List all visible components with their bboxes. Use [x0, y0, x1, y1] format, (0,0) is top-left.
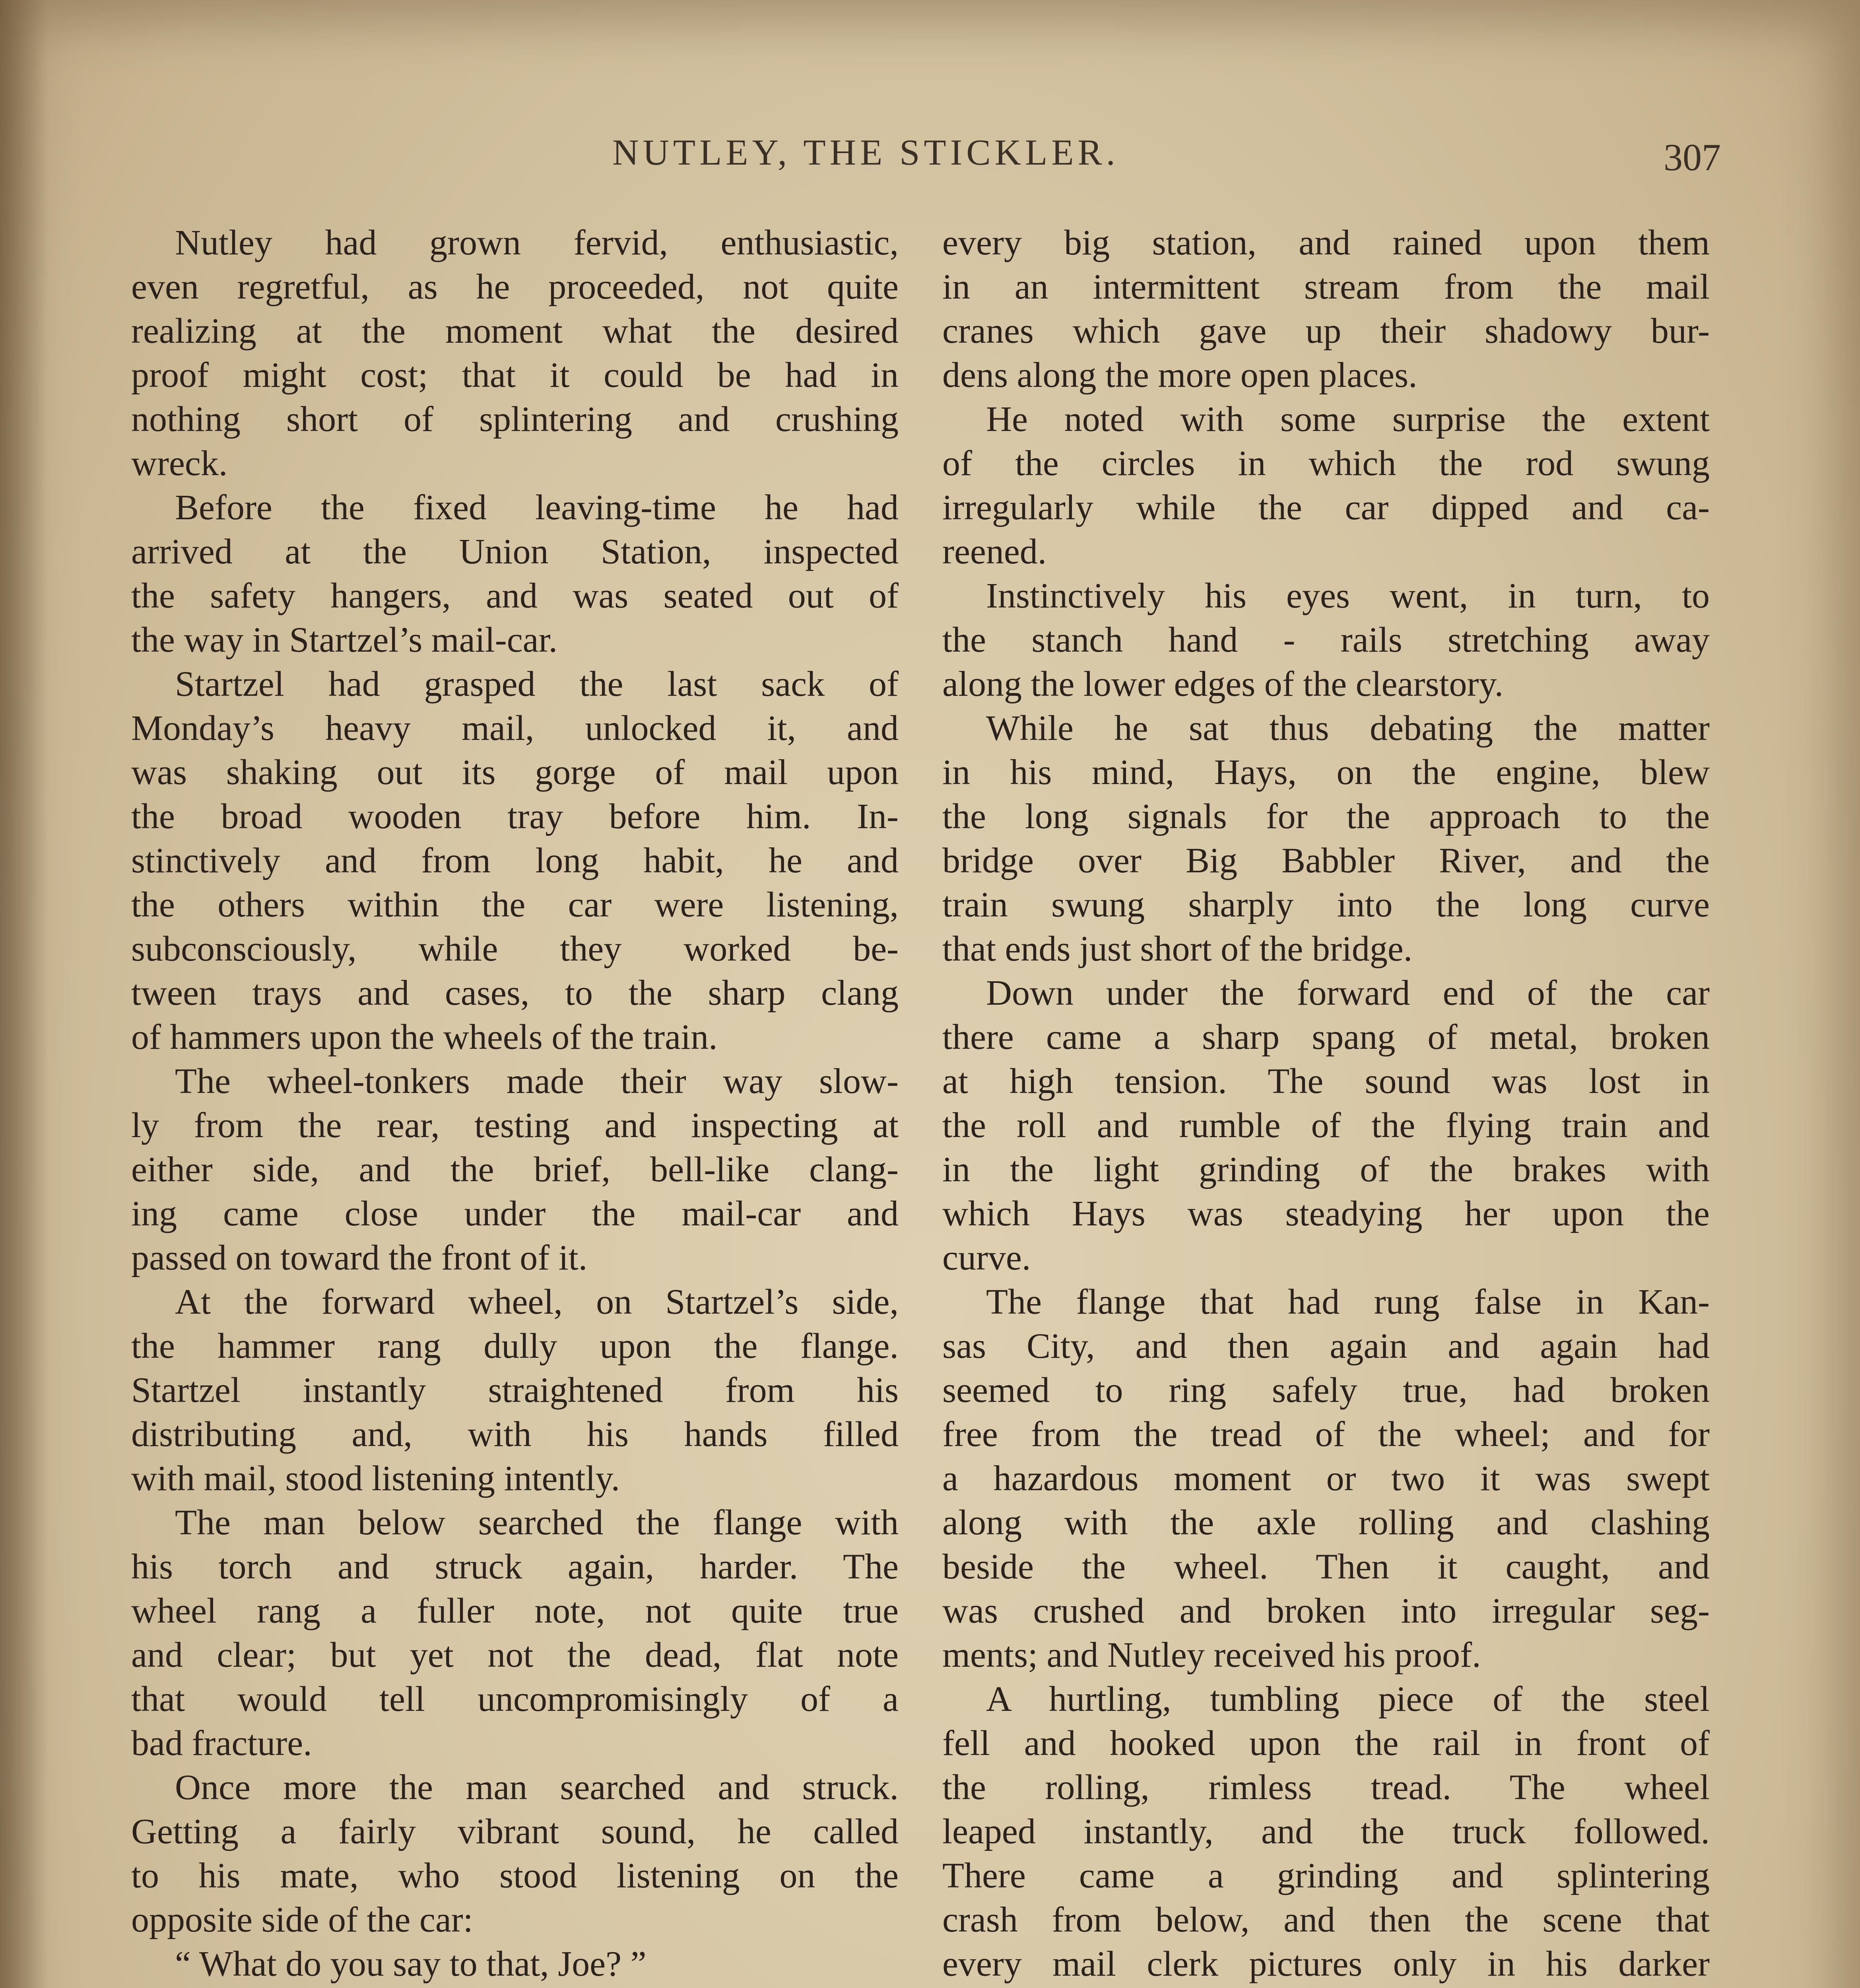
running-title: NUTLEY, THE STICKLER. — [612, 132, 1119, 173]
text-line: Down under the forward end of the car — [986, 973, 1710, 1013]
text-line: in his mind, Hays, on the engine, blew — [942, 753, 1710, 792]
text-line: the long signals for the approach to the — [942, 797, 1710, 836]
text-line: proof might cost; that it could be had in — [131, 355, 899, 395]
text-line: in the light grinding of the brakes with — [942, 1150, 1710, 1189]
text-line: The wheel-tonkers made their way slow- — [175, 1062, 899, 1101]
text-line: cranes which gave up their shadowy bur- — [942, 311, 1710, 351]
text-line: The flange that had rung false in Kan- — [986, 1282, 1710, 1322]
text-line: the rolling, rimless tread. The wheel — [942, 1768, 1710, 1807]
text-line: the way in Startzel’s mail-car. — [131, 620, 558, 660]
text-line: every mail clerk pictures only in his darker — [942, 1944, 1710, 1984]
text-line: beside the wheel. Then it caught, and — [942, 1547, 1710, 1586]
text-line: Getting a fairly vibrant sound, he called — [131, 1812, 899, 1851]
text-line: Before the fixed leaving-time he had — [175, 488, 899, 527]
text-line: The man below searched the flange with — [175, 1503, 899, 1542]
text-line: At the forward wheel, on Startzel’s side, — [175, 1282, 899, 1322]
text-line: that would tell uncompromisingly of a — [131, 1679, 899, 1719]
text-line: a hazardous moment or two it was swept — [942, 1459, 1710, 1498]
text-line: Monday’s heavy mail, unlocked it, and — [131, 709, 899, 748]
text-line: the others within the car were listening, — [131, 885, 899, 924]
text-line: the broad wooden tray before him. In- — [131, 797, 899, 836]
text-line: Startzel instantly straightened from his — [131, 1371, 899, 1410]
text-line: ly from the rear, testing and inspecting at — [131, 1106, 899, 1145]
text-line: distributing and, with his hands filled — [131, 1415, 899, 1454]
text-line: crash from below, and then the scene that — [942, 1900, 1710, 1939]
text-line: irregularly while the car dipped and ca- — [942, 488, 1710, 527]
text-line: reened. — [942, 532, 1047, 571]
text-line: train swung sharply into the long curve — [942, 885, 1710, 924]
text-line: there came a sharp spang of metal, broken — [942, 1017, 1710, 1057]
text-line — [942, 1986, 1710, 1988]
text-line: opposite side of the car: — [131, 1900, 473, 1939]
text-line: Startzel had grasped the last sack of — [175, 664, 899, 704]
text-line: at high tension. The sound was lost in — [942, 1062, 1710, 1101]
text-line: even regretful, as he proceeded, not quite — [131, 267, 899, 307]
page-gutter-shadow — [0, 0, 48, 1988]
text-line: the stanch hand - rails stretching away — [942, 620, 1710, 660]
text-line: Nutley had grown fervid, enthusiastic, — [175, 223, 899, 262]
text-line: Once more the man searched and struck. — [175, 1768, 899, 1807]
text-line: sas City, and then again and again had — [942, 1326, 1710, 1366]
text-line: tween trays and cases, to the sharp clang — [131, 973, 899, 1013]
text-line: bridge over Big Babbler River, and the — [942, 841, 1710, 880]
text-line: the hammer rang dully upon the flange. — [131, 1326, 899, 1366]
text-line: nothing short of splintering and crushing — [131, 400, 899, 439]
text-line: was shaking out its gorge of mail upon — [131, 753, 899, 792]
text-line: While he sat thus debating the matter — [986, 709, 1710, 748]
text-line: of the circles in which the rod swung — [942, 444, 1710, 483]
text-line: A hurtling, tumbling piece of the steel — [986, 1679, 1710, 1719]
text-line: along with the axle rolling and clashing — [942, 1503, 1710, 1542]
text-line: He noted with some surprise the extent — [986, 400, 1710, 439]
text-line: seemed to ring safely true, had broken — [942, 1371, 1710, 1410]
text-line: the roll and rumble of the flying train and — [942, 1106, 1710, 1145]
text-line: leaped instantly, and the truck followed. — [942, 1812, 1710, 1851]
text-line: dens along the more open places. — [942, 355, 1417, 395]
text-line: realizing at the moment what the desired — [131, 311, 899, 351]
text-line: of hammers upon the wheels of the train. — [131, 1017, 718, 1057]
page-number: 307 — [1664, 136, 1721, 179]
text-line: fell and hooked upon the rail in front of — [942, 1724, 1710, 1763]
running-head — [0, 131, 1860, 179]
text-line: which Hays was steadying her upon the — [942, 1194, 1710, 1233]
text-line: to his mate, who stood listening on the — [131, 1856, 899, 1895]
text-line: There came a grinding and splintering — [942, 1856, 1710, 1895]
text-line: subconsciously, while they worked be- — [131, 929, 899, 969]
text-line: “ What do you say to that, Joe? ” — [175, 1944, 647, 1984]
text-line: wreck. — [131, 444, 228, 483]
text-line: with mail, stood listening intently. — [131, 1459, 620, 1498]
text-line: the safety hangers, and was seated out of — [131, 576, 899, 615]
text-line: every big station, and rained upon them — [942, 223, 1710, 262]
text-line: stinctively and from long habit, he and — [131, 841, 899, 880]
text-line: that ends just short of the bridge. — [942, 929, 1413, 969]
text-line: ments; and Nutley received his proof. — [942, 1635, 1481, 1675]
text-column-right — [942, 221, 1710, 1988]
text-line: bad fracture. — [131, 1724, 312, 1763]
text-line: free from the tread of the wheel; and for — [942, 1415, 1710, 1454]
text-line: curve. — [942, 1238, 1031, 1277]
text-line: was crushed and broken into irregular seg- — [942, 1591, 1710, 1631]
text-line: passed on toward the front of it. — [131, 1238, 588, 1277]
text-line: either side, and the brief, bell-like clang- — [131, 1150, 899, 1189]
text-column-left — [131, 221, 899, 1988]
text-line: along the lower edges of the clearstory. — [942, 664, 1504, 704]
text-line: and clear; but yet not the dead, flat note — [131, 1635, 899, 1675]
text-line: ing came close under the mail-car and — [131, 1194, 899, 1233]
text-line: wheel rang a fuller note, not quite true — [131, 1591, 899, 1631]
text-line: his torch and struck again, harder. The — [131, 1547, 899, 1586]
text-line: in an intermittent stream from the mail — [942, 267, 1710, 307]
text-line: Instinctively his eyes went, in turn, to — [986, 576, 1710, 615]
text-line — [131, 1986, 899, 1988]
text-line: arrived at the Union Station, inspected — [131, 532, 899, 571]
